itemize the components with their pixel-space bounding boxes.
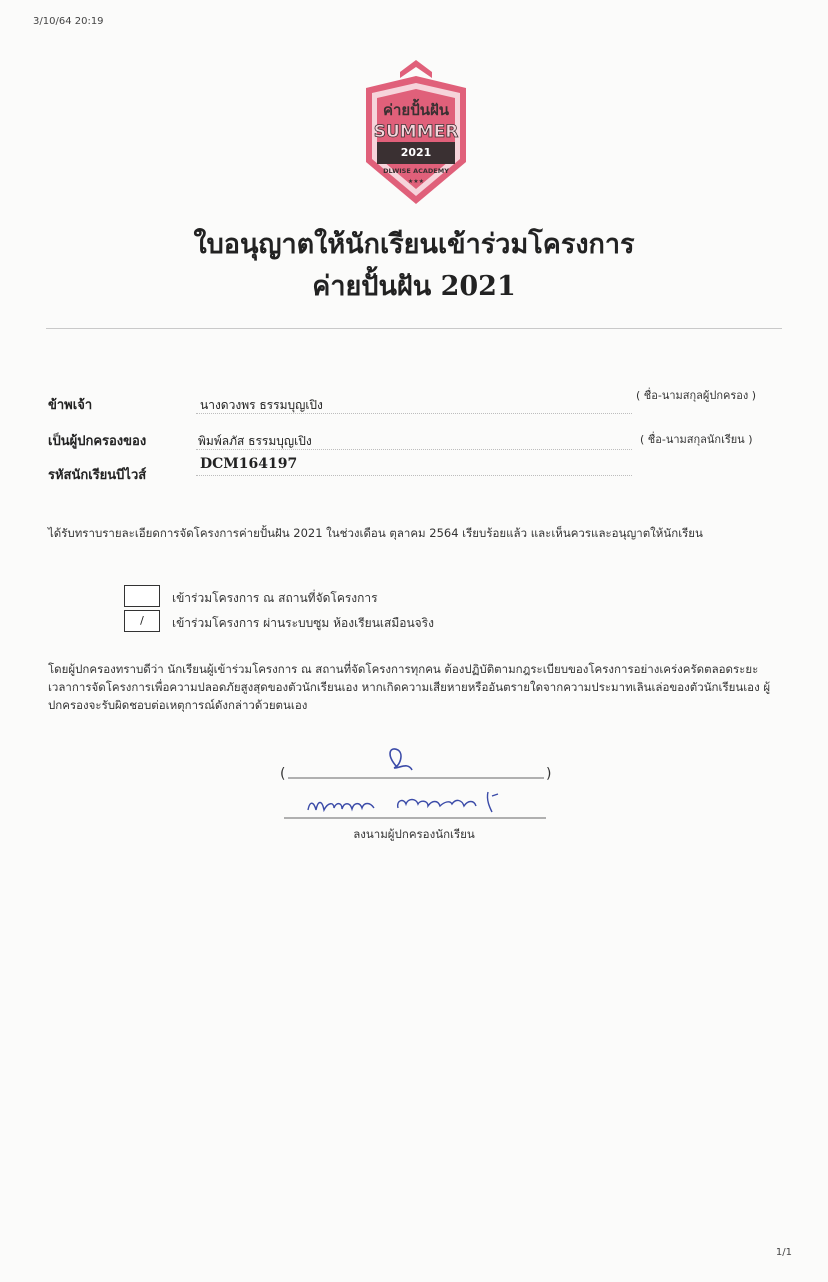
option-onsite-label: เข้าร่วมโครงการ ณ สถานที่จัดโครงการ [172,591,378,605]
student-name: พิมพ์ลภัส ธรรมบุญเปิง [198,434,312,448]
svg-text:ค่ายปั้นฝัน: ค่ายปั้นฝัน [382,101,450,119]
svg-text:2021: 2021 [400,146,432,159]
document-subtitle: ค่ายปั้นฝัน 2021 [312,271,516,302]
guardian-label: ข้าพเจ้า [48,398,93,413]
student-id-value: DCM164197 [200,456,298,472]
student-label: เป็นผู้ปกครองของ [48,434,147,449]
student-id-label: รหัสนักเรียนบีไวส์ [48,468,147,483]
signature-caption: ลงนามผู้ปกครองนักเรียน [353,827,475,841]
svg-text:): ) [546,766,552,782]
option-onsite-checkbox[interactable] [124,585,160,607]
option-online-label: เข้าร่วมโครงการ ผ่านระบบซูม ห้องเรียนเสมือนจริง [172,616,434,630]
guardian-note: ( ชื่อ-นามสกุลผู้ปกครอง ) [636,389,757,402]
student-id-line [196,475,632,476]
student-name-line [196,449,632,450]
svg-text:(: ( [280,766,286,782]
acknowledgement-text: ได้รับทราบรายละเอียดการจัดโครงการค่ายปั้นฝัน 2021 ในช่วงเดือน ตุลาคม 2564 เรียบร้อยแล้ว และเห็นควรและอนุญาตให้นักเรียน [48,526,703,540]
camp-logo [360,58,472,208]
svg-text:DLWISE ACADEMY: DLWISE ACADEMY [383,167,449,175]
responsibility-text: โดยผู้ปกครองทราบดีว่า นักเรียนผู้เข้าร่วมโครงการ ณ สถานที่จัดโครงการทุกคน ต้องปฏิบัติตามกฎระเบียบของโครงการอย่างเคร่งครัดตลอดระยะเวลาการจัดโครงการเพื่อความปลอดภัยสูงสุดของตัวนักเรียนเอง หากเกิดความเสียหายหรืออันตรายใดจากความประมาทเลินเล่อของตัวนักเรียนเอง ผู้ปกครองจะรับผิดชอบต่อเหตุการณ์ดังกล่าวด้วยตนเอง [48,662,771,712]
svg-text:★★★: ★★★ [407,178,425,185]
option-online-checkbox[interactable]: / [124,610,160,632]
header-divider [46,328,782,329]
print-timestamp: 3/10/64 20:19 [33,16,104,27]
svg-text:SUMMER: SUMMER [373,122,459,142]
guardian-name-line [196,413,632,414]
guardian-name: นางดวงพร ธรรมบุญเปิง [200,398,323,412]
page-number: 1/1 [775,1247,792,1258]
document-title: ใบอนุญาตให้นักเรียนเข้าร่วมโครงการ [193,229,635,260]
student-note: ( ชื่อ-นามสกุลนักเรียน ) [640,433,753,446]
